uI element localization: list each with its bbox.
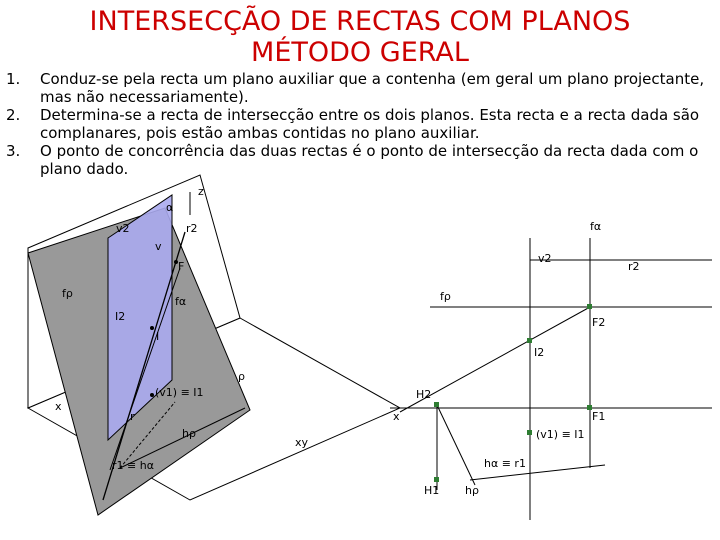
label-r2: r2 [186, 222, 198, 235]
label-x: x [393, 410, 400, 423]
step-number: 1. [6, 70, 21, 88]
point-F2 [587, 304, 592, 309]
label-alpha: α [166, 201, 174, 214]
step-text: O ponto de concorrência das duas rectas é o ponto de intersecção da recta dada com o plano dado. [40, 142, 699, 178]
label-v: v [155, 240, 162, 253]
label-r1-h-alpha: r1 ≡ hα [112, 459, 154, 472]
trace-h-rho [437, 405, 475, 485]
label-v1-I1: (v1) ≡ I1 [536, 428, 585, 441]
step-text: Determina-se a recta de intersecção entre os dois planos. Esta recta e a recta dada são complanares, pois estão ambas contidas no plano auxiliar. [40, 106, 700, 142]
point-v1-I1 [150, 393, 154, 397]
label-z: z [198, 185, 204, 198]
label-r2: r2 [628, 260, 640, 273]
slide-title-line-2: MÉTODO GERAL [251, 37, 469, 68]
label-I: I [156, 330, 160, 343]
label-H1: H1 [424, 484, 440, 497]
label-I2: I2 [534, 346, 545, 359]
label-h-alpha-r1: hα ≡ r1 [484, 457, 526, 470]
label-xy: xy [295, 436, 309, 449]
label-I2: I2 [115, 310, 126, 323]
label-f-alpha: fα [175, 295, 187, 308]
slide-title-line-1: INTERSECÇÃO DE RECTAS COM PLANOS [89, 6, 631, 37]
label-v1-I1: (v1) ≡ I1 [155, 386, 204, 399]
figure-2d [295, 220, 712, 520]
label-f-alpha: fα [590, 220, 602, 233]
step-number: 3. [6, 142, 21, 160]
point-I2 [527, 338, 532, 343]
label-rho: ρ [238, 370, 245, 383]
label-H2: H2 [416, 388, 432, 401]
point-H2 [434, 402, 439, 407]
label-F1: F1 [592, 410, 606, 423]
label-h-rho: hρ [465, 484, 479, 497]
label-f-rho: fρ [440, 290, 451, 303]
step-number: 2. [6, 106, 21, 124]
label-v2: v2 [116, 222, 130, 235]
label-f-rho: fρ [62, 287, 73, 300]
figure-3d [28, 175, 400, 515]
label-r: r [130, 410, 135, 423]
point-v1-I1 [527, 430, 532, 435]
point-I [150, 326, 154, 330]
label-F2: F2 [592, 316, 606, 329]
label-v2: v2 [538, 252, 552, 265]
label-x: x [55, 400, 62, 413]
step-text: Conduz-se pela recta um plano auxiliar que a contenha (em geral um plano projectante, mas não necessariamente). [40, 70, 705, 106]
label-h-rho: hρ [182, 427, 196, 440]
point-H1 [434, 477, 439, 482]
label-F: F [178, 260, 185, 273]
